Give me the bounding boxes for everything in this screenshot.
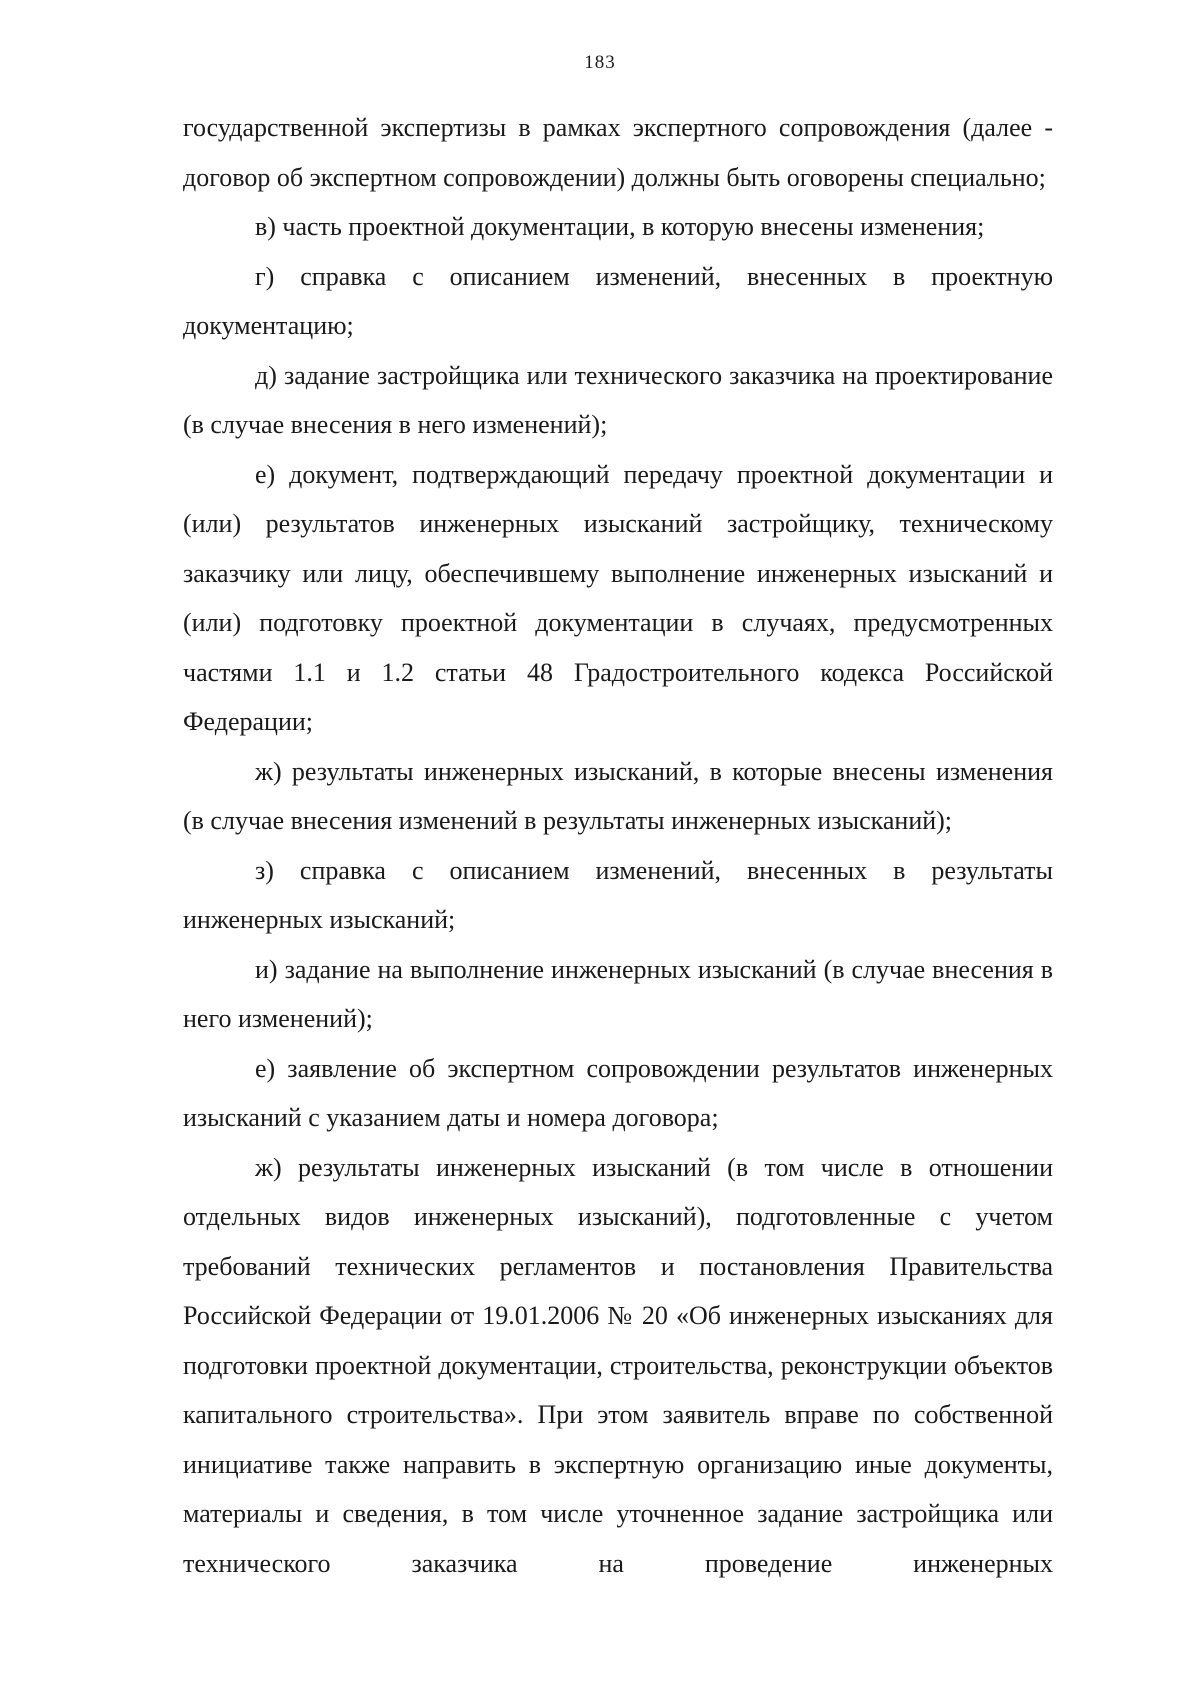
- paragraph-item-zh-second: ж) результаты инженерных изысканий (в том числе в отношении отдельных видов инженерных изысканий), подготовленные с учетом требований технических регламентов и постановления Правительства Российской Федерации от 19.01.2006 № 20 «Об инженерных изысканиях для подготовки проектной документации, строительства, реконструкции объектов капитального строительства». При этом заявитель вправе по собственной инициативе также направить в экспертную организацию иные документы, материалы и сведения, в том числе уточненное задание застройщика или технического заказчика на проведение инженерных: [183, 1152, 1053, 1578]
- page-number: 183: [584, 52, 616, 73]
- paragraph-item-i: и) задание на выполнение инженерных изысканий (в случае внесения в него изменений);: [183, 954, 1053, 1033]
- paragraph-item-v: в) часть проектной документации, в которую внесены изменения;: [255, 212, 985, 241]
- paragraph-item-zh: ж) результаты инженерных изысканий, в которые внесены изменения (в случае внесения изменений в результаты инженерных изысканий);: [183, 756, 1053, 835]
- paragraph-item-e-second: е) заявление об экспертном сопровождении результатов инженерных изысканий с указанием даты и номера договора;: [183, 1053, 1053, 1132]
- paragraph-continuation: государственной экспертизы в рамках экспертного сопровождения (далее - договор об экспертном сопровождении) должны быть оговорены специально;: [183, 113, 1053, 192]
- paragraph-item-g: г) справка с описанием изменений, внесенных в проектную документацию;: [183, 261, 1053, 340]
- document-body: [183, 103, 1053, 1588]
- paragraph-item-e: е) документ, подтверждающий передачу проектной документации и (или) результатов инженерных изысканий застройщику, техническому заказчику или лицу, обеспечившему выполнение инженерных изысканий и (или) подготовку проектной документации в случаях, предусмотренных частями 1.1 и 1.2 статьи 48 Градостроительного кодекса Российской Федерации;: [183, 459, 1053, 736]
- paragraph-item-z: з) справка с описанием изменений, внесенных в результаты инженерных изысканий;: [183, 855, 1053, 934]
- paragraph-item-d: д) задание застройщика или технического заказчика на проектирование (в случае внесения в него изменений);: [183, 360, 1053, 439]
